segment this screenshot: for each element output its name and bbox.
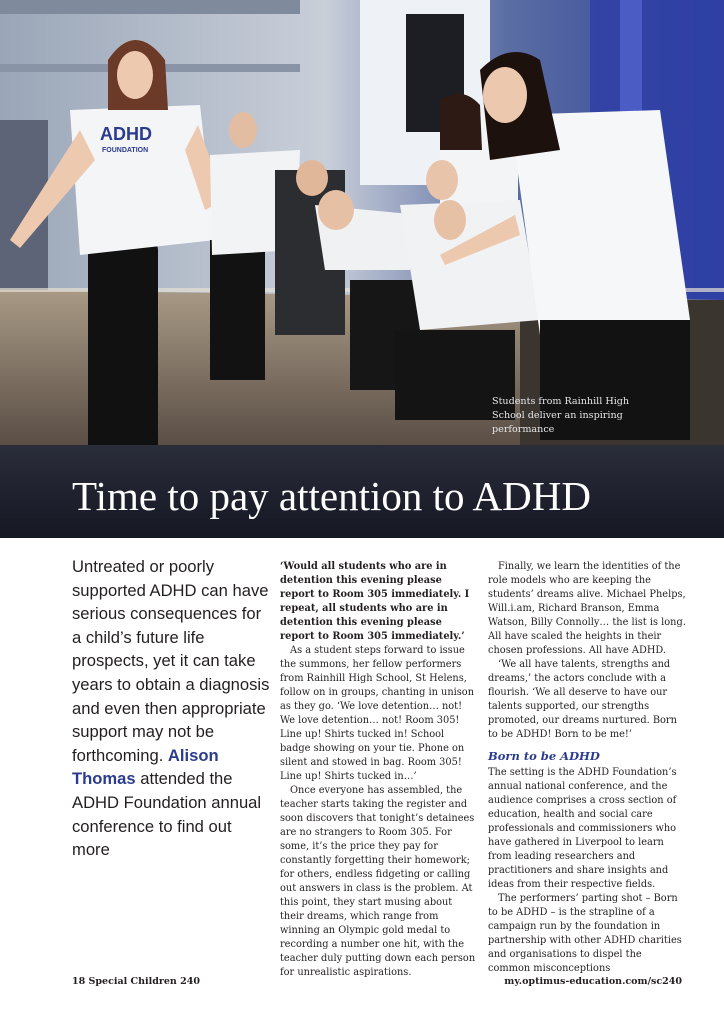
- tshirt-logo-subtext: FOUNDATION: [102, 147, 149, 154]
- body-paragraph: ‘We all have talents, strengths and dreams,’ the actors conclude with a flourish. ‘We all deserve to have our talents supported, our strengths promoted, our dreams nurtured. Born to be ADHD! Born to be me!’: [488, 659, 677, 740]
- page-footer-url[interactable]: my.optimus-education.com/sc240: [504, 976, 682, 987]
- article-column-2: [280, 560, 476, 980]
- page-footer-left: 18 Special Children 240: [72, 976, 200, 987]
- standfirst-text-end: attended the ADHD Foundation annual conference to find out more: [72, 769, 262, 860]
- tshirt-logo-text: ADHD: [100, 124, 152, 144]
- lead-quote: ‘Would all students who are in detention this evening please report to Room 305 immediately. I repeat, all students who are in detention this evening please report to Room 305 immediately.’: [280, 561, 470, 642]
- body-paragraph: Finally, we learn the identities of the role models who are keeping the students’ dreams alive. Michael Phelps, Will.i.am, Richard Branson, Emma Watson, Billy Connolly… the list is long. All have scaled the heights in their chosen professions. All have ADHD.: [488, 561, 686, 656]
- standfirst-text: Untreated or poorly supported ADHD can have serious consequences for a child’s future life prospects, yet it can take years to obtain a diagnosis and even then appropriate support may not be forthcoming.: [72, 557, 270, 765]
- body-paragraph: As a student steps forward to issue the summons, her fellow performers from Rainhill High School, St Helens, follow on in groups, chanting in unison as they go. ‘We love detention… not! We love detention… not! Room 305! Line up! Shirts tucked in! School badge showing on your tie. Phone on silent and stowed in bag. Room 305! Line up! Shirts tucked in…’: [280, 645, 475, 782]
- author-name: Alison Thomas: [72, 745, 219, 789]
- photo-caption: Students from Rainhill High School deliver an inspiring performance: [492, 396, 630, 435]
- body-paragraph: Once everyone has assembled, the teacher starts taking the register and soon discovers that tonight’s detainees are no strangers to Room 305. For some, it’s the price they pay for constantly forgetting their homework; for others, endless fidgeting or calling out answers in class is the problem. At this point, they start musing about their dreams, which range from winning an Olympic gold medal to recording a number one hit, with the teacher duly putting down each person for unrealistic aspirations.: [280, 785, 476, 978]
- standfirst: [72, 555, 272, 862]
- article-column-3: [488, 560, 686, 976]
- article-title: Time to pay attention to ADHD: [72, 473, 591, 519]
- section-subheading: Born to be ADHD: [488, 749, 600, 763]
- body-paragraph: The setting is the ADHD Foundation’s annual national conference, and the audience comprises a cross section of education, health and social care professionals and commissioners who have gathered in Liverpool to learn from leading researchers and practitioners and share insights and ideas from their respective fields.: [488, 767, 677, 890]
- body-paragraph: The performers’ parting shot – Born to be ADHD – is the strapline of a campaign run by the foundation in partnership with other ADHD charities and organisations to dispel the common misconceptions: [488, 893, 682, 974]
